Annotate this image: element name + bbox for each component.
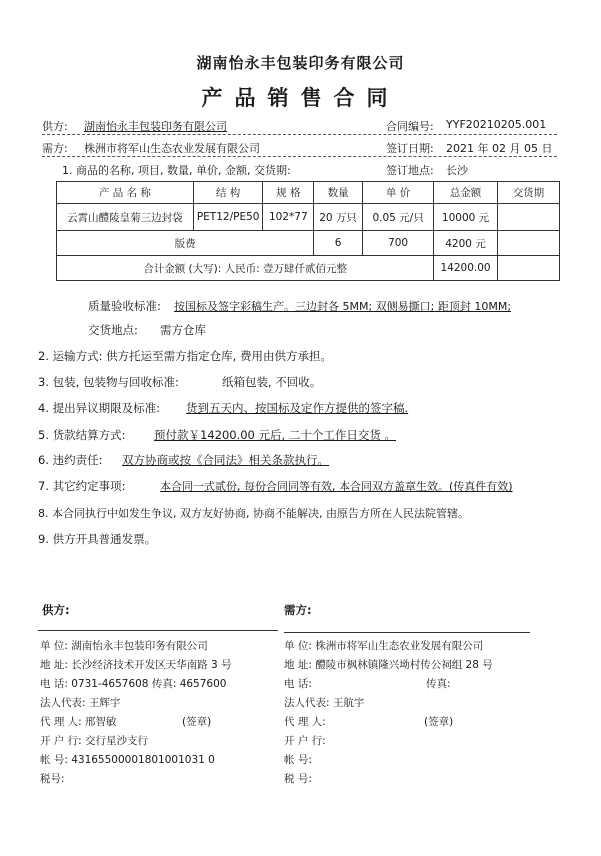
col-header: 产 品 名 称 <box>57 182 194 204</box>
supplier-legal-rep: 法人代表: 王辉宇 <box>40 697 121 709</box>
col-header: 交货期 <box>497 182 559 204</box>
table-cell: PET12/PE50 <box>193 204 263 231</box>
clause-3-label: 3. 包装, 包装物与回收标准: <box>38 375 179 389</box>
table-row <box>57 204 560 231</box>
clause-8: 8. 本合同执行中如发生争议, 双方友好协商, 协商不能解决, 由原告方所在人民法院管辖。 <box>38 507 469 520</box>
table-cell: 10000 元 <box>434 204 498 231</box>
clause-2: 2. 运输方式: 供方托运至需方指定仓库, 费用由供方承担。 <box>38 349 332 363</box>
divider <box>42 134 557 135</box>
buyer-account: 帐 号: <box>284 754 312 766</box>
supplier-name: 湖南怡永丰包装印务有限公司 <box>84 120 227 133</box>
divider <box>284 632 530 633</box>
buyer-agent: 代 理 人: <box>284 716 326 728</box>
supplier-agent: 代 理 人: 邢智敏 <box>40 716 117 728</box>
table-header-row <box>57 182 560 204</box>
buyer-tax: 税 号: <box>284 773 312 785</box>
table-cell: 700 <box>362 231 433 256</box>
clause-6-value: 双方协商或按《合同法》相关条款执行。 <box>122 453 329 467</box>
supplier-address: 地 址: 长沙经济技术开发区天华南路 3 号 <box>40 659 232 671</box>
table-cell: 版费 <box>57 231 314 256</box>
clause-7-value: 本合同一式贰份, 每份合同同等有效, 本合同双方盖章生效。(传真件有效) <box>160 480 513 493</box>
sign-place-label: 签订地点: <box>386 164 434 177</box>
total-label: 合计金额 (大写): 人民币: 壹万肆仟贰佰元整 <box>57 256 434 281</box>
buyer-legal-rep: 法人代表: 王航宇 <box>284 697 365 709</box>
table-cell <box>497 231 559 256</box>
clause-6-label: 6. 违约责任: <box>38 453 103 467</box>
buyer-bank: 开 户 行: <box>284 735 326 747</box>
buyer-address: 地 址: 醴陵市枫林镇隆兴坳村传公祠组 28 号 <box>284 659 493 671</box>
delivery-label: 交货地点: <box>88 323 138 337</box>
col-header: 数量 <box>314 182 363 204</box>
item1-heading: 1. 商品的名称, 项目, 数量, 单价, 金额, 交货期: <box>62 164 291 177</box>
supplier-sign-heading: 供方: <box>42 603 70 617</box>
clause-4-label: 4. 提出异议期限及标准: <box>38 401 161 415</box>
buyer-label: 需方: <box>42 142 68 155</box>
supplier-tax: 税号: <box>40 773 65 785</box>
table-cell: 102*77 <box>263 204 314 231</box>
table-cell <box>497 256 559 281</box>
sign-date: 2021 年 02 月 05 日 <box>446 142 553 155</box>
table-cell: 6 <box>314 231 363 256</box>
buyer-agent-seal: (签章) <box>424 716 454 728</box>
buyer-unit: 单 位: 株洲市将军山生态农业发展有限公司 <box>284 640 484 652</box>
table-cell: 4200 元 <box>434 231 498 256</box>
table-cell: 20 万只 <box>314 204 363 231</box>
table-total-row <box>57 256 560 281</box>
table-cell <box>497 204 559 231</box>
divider <box>38 630 278 631</box>
col-header: 总金额 <box>434 182 498 204</box>
contract-no-label: 合同编号: <box>386 120 434 133</box>
col-header: 单 价 <box>362 182 433 204</box>
col-header: 规 格 <box>263 182 314 204</box>
sign-date-label: 签订日期: <box>386 142 434 155</box>
buyer-name: 株洲市将军山生态农业发展有限公司 <box>84 142 260 155</box>
table-row <box>57 231 560 256</box>
buyer-phone: 电 话: <box>284 678 312 690</box>
supplier-agent-seal: (签章) <box>182 716 212 728</box>
total-value: 14200.00 <box>434 256 498 281</box>
company-name: 湖南怡永丰包装印务有限公司 <box>196 54 405 72</box>
supplier-account: 帐 号: 43165500001801001031 0 <box>40 754 215 766</box>
clause-3-value: 纸箱包装, 不回收。 <box>222 375 322 389</box>
buyer-sign-heading: 需方: <box>284 603 312 617</box>
supplier-unit: 单 位: 湖南怡永丰包装印务有限公司 <box>40 640 208 652</box>
supplier-phone: 电 话: 0731-4657608 传真: 4657600 <box>40 678 227 690</box>
delivery-value: 需方仓库 <box>160 323 206 337</box>
table-cell: 云霄山醴陵皇菊三边封袋 <box>57 204 194 231</box>
quality-label: 质量验收标准: <box>88 299 161 313</box>
clause-5-value: 预付款￥14200.00 元后, 二十个工作日交货 。 <box>154 428 396 442</box>
supplier-label: 供方: <box>42 120 68 133</box>
clause-5-label: 5. 货款结算方式: <box>38 428 126 442</box>
clause-9: 9. 供方开具普通发票。 <box>38 532 157 546</box>
contract-no: YYF20210205.001 <box>446 118 547 131</box>
quality-value: 按国标及签字彩稿生产。三边封各 5MM; 双侧易撕口; 距顶封 10MM; <box>174 300 512 313</box>
clause-4-value: 货到五天内、按国标及定作方提供的签字稿. <box>186 401 409 415</box>
col-header: 结 构 <box>193 182 263 204</box>
buyer-fax: 传真: <box>426 678 451 690</box>
sign-place: 长沙 <box>446 164 468 177</box>
table-cell: 0.05 元/只 <box>362 204 433 231</box>
items-table <box>56 181 560 281</box>
divider <box>42 156 557 157</box>
document-title: 产品销售合同 <box>201 86 400 110</box>
clause-7-label: 7. 其它约定事项: <box>38 479 126 493</box>
supplier-bank: 开 户 行: 交行星沙支行 <box>40 735 149 747</box>
